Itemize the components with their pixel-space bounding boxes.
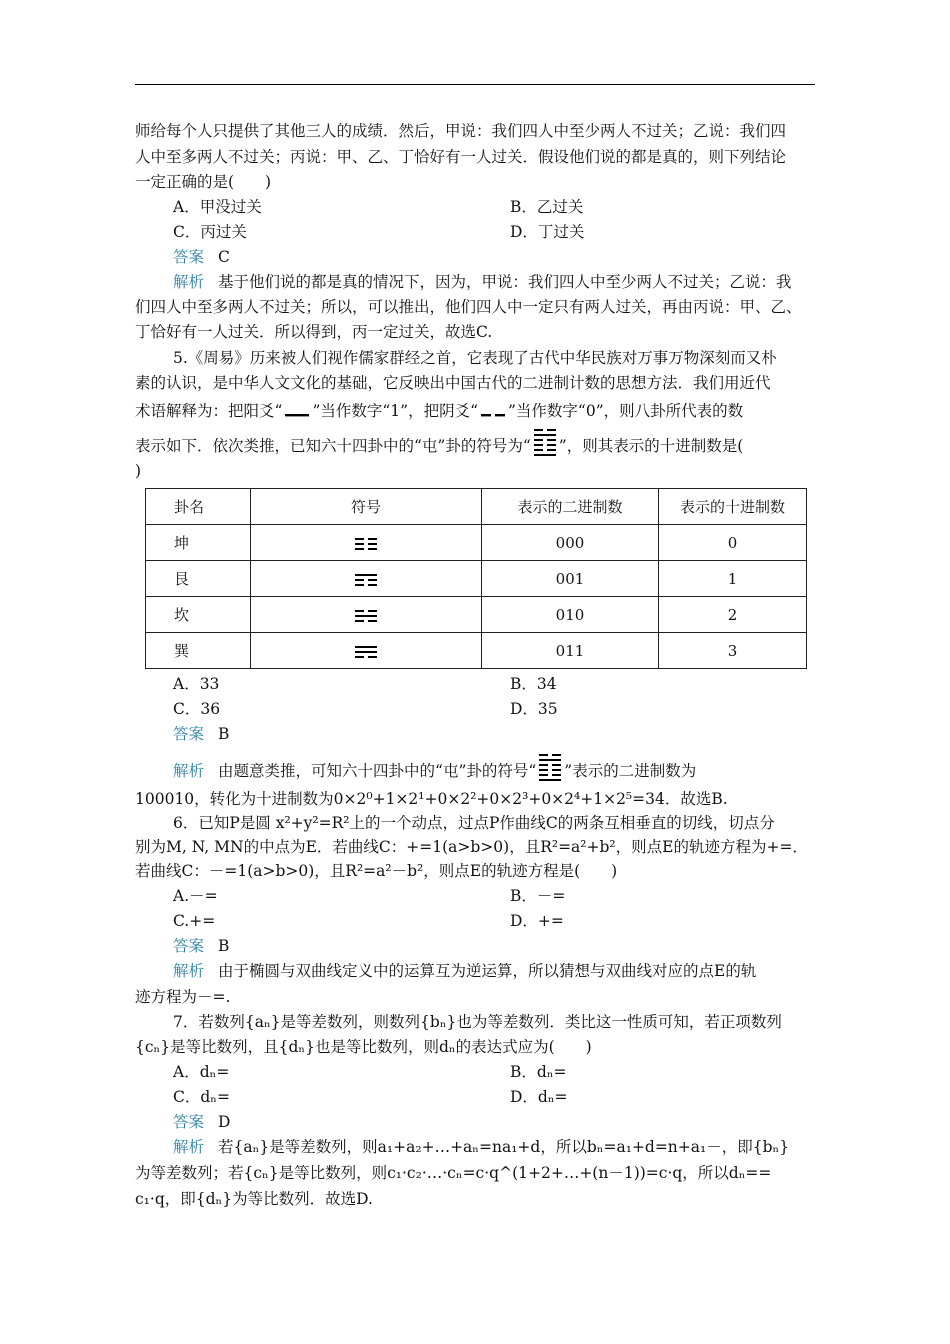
zhun-hexagram-icon: [538, 753, 562, 781]
q6-text-line: 别为M, N, MN的中点为E．若曲线C：+=1(a>b>0)，且R²=a²+b²，则点E的轨迹方程为+=．: [135, 838, 808, 856]
q5-answer: [173, 724, 229, 744]
trigram-name: 坤: [146, 525, 251, 561]
q6-analysis-line: 解析 由于椭圆与双曲线定义中的运算互为逆运算，所以猜想与双曲线对应的点E的轨: [173, 962, 757, 980]
binary-value: 011: [482, 633, 659, 669]
q5-option-d: D．35: [510, 700, 558, 718]
q4-option-d: D．丁过关: [510, 223, 585, 241]
q6-analysis-line: 迹方程为－=.: [135, 988, 231, 1006]
kun-trigram-icon: [354, 537, 378, 551]
decimal-value: 2: [659, 597, 807, 633]
answer-value: B: [218, 725, 230, 743]
answer-tag: 答案: [173, 725, 205, 743]
q4-answer: [173, 247, 230, 267]
answer-tag: 答案: [173, 248, 205, 266]
q4-option-c: C．丙过关: [173, 223, 247, 241]
q7-option-c: C．dₙ=: [173, 1088, 230, 1106]
decimal-value: 0: [659, 525, 807, 561]
trigram-symbol: [251, 525, 482, 561]
q4-text-line: 一定正确的是( ): [135, 173, 272, 191]
q6-answer: [173, 936, 229, 956]
q7-option-d: D．dₙ=: [510, 1088, 568, 1106]
yin-yao-icon: [480, 406, 506, 418]
table-row: [146, 633, 807, 669]
table-header-row: [146, 489, 807, 525]
q4-option-a: A．甲没过关: [173, 198, 262, 216]
q5-text-line: 术语解释为：把阳爻“ ”当作数字“1”，把阴爻“ ”当作数字“0”，则八卦所代表的数: [135, 402, 744, 420]
q7-analysis-line: 为等差数列；若{cₙ}是等比数列，则c₁·c₂·…·cₙ=c·q^(1+2+…+(n－1))=c·q，所以dₙ==: [135, 1164, 772, 1182]
q6-text-line: 6．已知P是圆 x²+y²=R²上的一个动点，过点P作曲线C的两条互相垂直的切线，切点分: [173, 814, 775, 832]
q7-analysis-line: 解析 若{aₙ}是等差数列，则a₁+a₂+…+aₙ=na₁+d，所以bₙ=a₁+d=n+a₁－，即{bₙ}: [173, 1138, 790, 1156]
q5-text-line: 5.《周易》历来被人们视作儒家群经之首，它表现了古代中华民族对万事万物深刻而又朴: [173, 349, 777, 367]
q4-option-b: B．乙过关: [510, 198, 584, 216]
bagua-table: [145, 488, 807, 669]
q7-analysis-line: c₁·q，即{dₙ}为等比数列．故选D.: [135, 1190, 373, 1208]
header-cell: 表示的二进制数: [482, 489, 659, 525]
answer-tag: 答案: [173, 937, 205, 955]
q5-text-line: ): [135, 462, 142, 480]
table-row: [146, 597, 807, 633]
decimal-value: 1: [659, 561, 807, 597]
q7-option-b: B．dₙ=: [510, 1063, 567, 1081]
trigram-symbol: [251, 561, 482, 597]
q5-text-line: 表示如下．依次类推，已知六十四卦中的“屯”卦的符号为“ ”，则其表示的十进制数是(: [135, 436, 743, 456]
trigram-name: 坎: [146, 597, 251, 633]
answer-value: D: [218, 1113, 231, 1131]
answer-tag: 答案: [173, 1113, 205, 1131]
q6-option-c: C.+=: [173, 912, 216, 930]
q5-analysis-line: 解析 由题意类推，可知六十四卦中的“屯”卦的符号“ ”表示的二进制数为: [173, 761, 696, 781]
yang-yao-icon: [284, 406, 310, 418]
q4-analysis-line: 解析 基于他们说的都是真的情况下，因为，甲说：我们四人中至少两人不过关；乙说：我: [173, 273, 792, 291]
q5-option-a: A．33: [173, 675, 220, 693]
q4-analysis-line: 们四人中至多两人不过关；所以，可以推出，他们四人中一定只有两人过关，再由丙说：甲、乙、: [135, 298, 802, 316]
header-cell: 卦名: [146, 489, 251, 525]
trigram-symbol: [251, 633, 482, 669]
answer-value: B: [218, 937, 230, 955]
q4-text-line: 人中至多两人不过关；丙说：甲、乙、丁恰好有一人过关．假设他们说的都是真的，则下列结论: [135, 148, 787, 166]
q7-answer: [173, 1112, 230, 1132]
table-row: [146, 525, 807, 561]
q5-option-c: C．36: [173, 700, 221, 718]
xun-trigram-icon: [354, 645, 378, 659]
q5-analysis-line: 100010，转化为十进制数为0×2⁰+1×2¹+0×2²+0×2³+0×2⁴+1×2⁵=34．故选B.: [135, 790, 728, 808]
q6-option-b: B．－=: [510, 887, 566, 905]
answer-value: C: [218, 248, 230, 266]
q5-option-b: B．34: [510, 675, 557, 693]
trigram-name: 艮: [146, 561, 251, 597]
q6-option-d: D．+=: [510, 912, 564, 930]
binary-value: 010: [482, 597, 659, 633]
q4-text-line: 师给每个人只提供了其他三人的成绩．然后，甲说：我们四人中至少两人不过关；乙说：我们四: [135, 122, 787, 140]
q4-analysis-line: 丁恰好有一人过关．所以得到，丙一定过关，故选C.: [135, 323, 493, 341]
trigram-name: 巽: [146, 633, 251, 669]
q7-text-line: {cₙ}是等比数列，且{dₙ}也是等比数列，则dₙ的表达式应为( ): [135, 1038, 592, 1056]
binary-value: 001: [482, 561, 659, 597]
header-rule: [135, 84, 815, 85]
analysis-tag: 解析: [173, 273, 205, 291]
header-cell: 表示的十进制数: [659, 489, 807, 525]
zhun-hexagram-icon: [533, 428, 557, 456]
q6-text-line: 若曲线C：－=1(a>b>0)，且R²=a²－b²，则点E的轨迹方程是( ): [135, 862, 618, 880]
q6-option-a: A.－=: [173, 887, 218, 905]
q5-text-line: 素的认识，是中华人文文化的基础，它反映出中国古代的二进制计数的思想方法．我们用近代: [135, 374, 771, 392]
kan-trigram-icon: [354, 609, 378, 623]
q7-option-a: A．dₙ=: [173, 1063, 230, 1081]
analysis-tag: 解析: [173, 1138, 205, 1156]
decimal-value: 3: [659, 633, 807, 669]
table-row: [146, 561, 807, 597]
trigram-symbol: [251, 597, 482, 633]
header-cell: 符号: [251, 489, 482, 525]
q7-text-line: 7．若数列{aₙ}是等差数列，则数列{bₙ}也为等差数列．类比这一性质可知，若正项数列: [173, 1013, 782, 1031]
analysis-tag: 解析: [173, 962, 205, 980]
gen-trigram-icon: [354, 573, 378, 587]
analysis-tag: 解析: [173, 762, 205, 780]
binary-value: 000: [482, 525, 659, 561]
